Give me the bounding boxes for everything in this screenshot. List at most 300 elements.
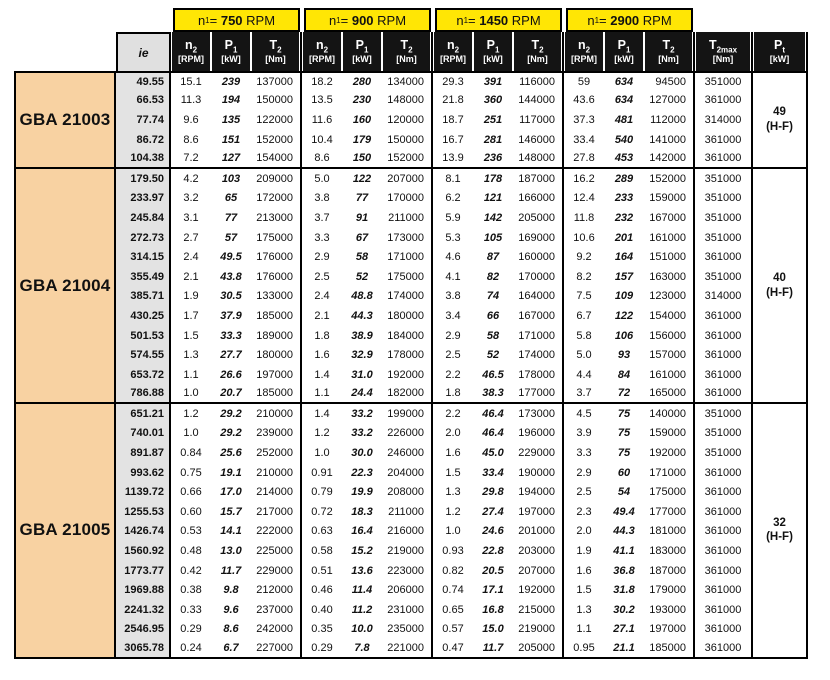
cell-n2: 33.4	[573, 133, 595, 146]
cell-p1: 91	[355, 211, 369, 224]
cell-p1: 109	[614, 290, 634, 303]
cell-n2: 1.0	[445, 525, 461, 538]
cell-t2: 120000	[382, 110, 433, 130]
cell-t2: 148000	[382, 91, 433, 111]
cell-p1: 157	[614, 270, 634, 283]
cell-n2: 8.1	[445, 172, 461, 185]
cell-t2: 214000	[251, 482, 302, 502]
cell-p1: 103	[221, 172, 241, 185]
cell-n2: 0.33	[180, 603, 202, 616]
cell-n2: 0.46	[311, 584, 333, 597]
cell-t2max: 351000	[695, 169, 753, 189]
cell-p1: 33.4	[482, 466, 504, 479]
cell-n2: 8.2	[576, 270, 592, 283]
cell-n2: 7.2	[171, 149, 211, 169]
cell-t2max: 361000	[695, 580, 753, 600]
cell-t2: 209000	[251, 169, 302, 189]
cell-t2max: 314000	[695, 287, 753, 307]
cell-p1: 45.0	[482, 447, 504, 460]
cell-n2: 5.3	[445, 231, 461, 244]
cell-n2: 2.7	[183, 231, 199, 244]
cell-n2: 5.0	[314, 172, 330, 185]
cell-p1: 16.4	[351, 525, 373, 538]
cell-t2: 146000	[513, 130, 564, 150]
cell-n2: 3.1	[183, 211, 199, 224]
cell-n2: 5.8	[576, 329, 592, 342]
cell-p1: 32.9	[351, 349, 373, 362]
column-header-t2-750: $T_2$ [Nm]	[251, 32, 302, 71]
cell-p1: 280	[342, 71, 382, 91]
cell-n2: 13.5	[311, 94, 333, 107]
cell-n2: 2.9	[576, 466, 592, 479]
cell-p1: 75	[617, 427, 631, 440]
pt-symbol: P	[773, 37, 783, 52]
cell-t2: 173000	[382, 228, 433, 248]
column-header-p1-2900: $P_1$ [kW]	[604, 32, 644, 71]
cell-p1: 13.0	[220, 545, 242, 558]
cell-t2: 206000	[382, 580, 433, 600]
cell-p1: 19.9	[351, 486, 373, 499]
ie-column-header: ie	[116, 32, 171, 71]
cell-n2: 15.1	[171, 71, 211, 91]
cell-n2: 0.58	[311, 545, 333, 558]
cell-t2: 170000	[513, 267, 564, 287]
cell-t2: 185000	[251, 306, 302, 326]
cell-n2: 0.51	[311, 564, 333, 577]
cell-p1: 27.4	[482, 505, 504, 518]
cell-t2: 226000	[382, 424, 433, 444]
column-header-n2-1450: $n_2$ [RPM]	[433, 32, 473, 71]
cell-t2: 176000	[251, 267, 302, 287]
cell-p1: 17.0	[220, 486, 242, 499]
cell-p1: 75	[617, 407, 631, 420]
cell-ie: 1426.74	[116, 522, 171, 542]
cell-n2: 0.75	[180, 466, 202, 479]
cell-p1: 194	[221, 94, 241, 107]
cell-n2: 2.4	[183, 251, 199, 264]
cell-t2max: 361000	[695, 561, 753, 581]
cell-n2: 9.2	[576, 251, 592, 264]
cell-n2: 1.3	[445, 486, 461, 499]
cell-p1: 239	[211, 71, 251, 91]
cell-n2: 10.4	[311, 133, 333, 146]
cell-t2max: 361000	[695, 463, 753, 483]
cell-t2max: 351000	[695, 208, 753, 228]
pt-rating-gba-21005: 32 (H-F)	[753, 404, 808, 659]
cell-t2: 166000	[513, 189, 564, 209]
cell-t2: 183000	[644, 541, 695, 561]
cell-ie: 104.38	[116, 149, 171, 169]
cell-t2: 160000	[513, 247, 564, 267]
cell-p1: 46.4	[482, 427, 504, 440]
pt-column-header: $P_t$ [kW]	[753, 32, 808, 71]
cell-t2max: 351000	[695, 404, 753, 424]
cell-n2: 59	[564, 71, 604, 91]
cell-n2: 7.5	[576, 290, 592, 303]
cell-t2max: 361000	[695, 91, 753, 111]
cell-p1: 8.6	[223, 623, 239, 636]
cell-n2: 1.4	[314, 407, 330, 420]
column-header-n2-750: $n_2$ [RPM]	[171, 32, 211, 71]
speed-header-1450: n 1 = 1450 RPM	[433, 8, 564, 32]
cell-ie: 314.15	[116, 247, 171, 267]
cell-t2max: 361000	[695, 247, 753, 267]
cell-t2: 144000	[513, 91, 564, 111]
speed-header-900: n 1 = 900 RPM	[302, 8, 433, 32]
cell-n2: 1.8	[314, 329, 330, 342]
cell-t2: 197000	[251, 365, 302, 385]
cell-p1: 121	[483, 192, 503, 205]
cell-t2: 231000	[382, 600, 433, 620]
cell-p1: 179	[352, 133, 372, 146]
speed-header-2900: n 1 = 2900 RPM	[564, 8, 695, 32]
cell-t2: 151000	[644, 247, 695, 267]
group-label-gba-21005: GBA 21005	[14, 404, 116, 659]
cell-t2: 172000	[251, 189, 302, 209]
cell-t2: 152000	[382, 149, 433, 169]
column-header-n2-900: $n_2$ [RPM]	[302, 32, 342, 71]
cell-t2max: 361000	[695, 541, 753, 561]
cell-p1: 46.5	[482, 368, 504, 381]
cell-n2: 0.24	[171, 639, 211, 659]
cell-n2: 0.66	[180, 486, 202, 499]
cell-n2: 1.6	[445, 447, 461, 460]
cell-t2: 223000	[382, 561, 433, 581]
cell-p1: 33.2	[351, 407, 373, 420]
cell-p1: 20.5	[482, 564, 504, 577]
cell-ie: 77.74	[116, 110, 171, 130]
cell-p1: 142	[483, 211, 503, 224]
cell-ie: 651.21	[116, 404, 171, 424]
cell-p1: 27.1	[613, 623, 635, 636]
cell-n2: 0.48	[180, 545, 202, 558]
cell-p1: 41.1	[613, 545, 635, 558]
cell-p1: 24.4	[342, 385, 382, 405]
cell-p1: 38.3	[473, 385, 513, 405]
group-label-gba-21004: GBA 21004	[14, 169, 116, 404]
cell-p1: 30.0	[351, 447, 373, 460]
cell-t2max: 351000	[695, 267, 753, 287]
cell-t2: 184000	[382, 326, 433, 346]
cell-ie: 1773.77	[116, 561, 171, 581]
cell-t2: 210000	[251, 404, 302, 424]
cell-p1: 74	[486, 290, 500, 303]
pt-rating-gba-21003: 49 (H-F)	[753, 71, 808, 169]
cell-p1: 11.4	[351, 584, 373, 597]
cell-p1: 15.0	[482, 623, 504, 636]
cell-p1: 31.0	[351, 368, 373, 381]
cell-p1: 24.6	[482, 525, 504, 538]
t2max-unit: [Nm]	[712, 54, 734, 65]
cell-p1: 20.7	[211, 385, 251, 405]
cell-t2: 192000	[382, 365, 433, 385]
cell-p1: 67	[355, 231, 369, 244]
cell-p1: 289	[614, 172, 634, 185]
cell-n2: 10.6	[573, 231, 595, 244]
cell-t2: 148000	[513, 149, 564, 169]
cell-t2: 179000	[644, 580, 695, 600]
cell-ie: 430.25	[116, 306, 171, 326]
cell-n2: 4.1	[445, 270, 461, 283]
cell-t2: 161000	[644, 228, 695, 248]
cell-t2: 197000	[513, 502, 564, 522]
cell-p1: 230	[352, 94, 372, 107]
cell-t2max: 361000	[695, 522, 753, 542]
cell-t2: 185000	[251, 385, 302, 405]
cell-p1: 33.2	[351, 427, 373, 440]
cell-p1: 164	[614, 251, 634, 264]
cell-t2: 150000	[382, 130, 433, 150]
cell-t2max: 351000	[695, 228, 753, 248]
cell-n2: 0.47	[433, 639, 473, 659]
cell-t2: 161000	[644, 365, 695, 385]
cell-n2: 37.3	[573, 113, 595, 126]
cell-n2: 3.2	[183, 192, 199, 205]
cell-n2: 0.91	[311, 466, 333, 479]
cell-t2: 152000	[644, 169, 695, 189]
cell-t2: 180000	[382, 306, 433, 326]
cell-t2: 219000	[513, 620, 564, 640]
cell-n2: 16.7	[442, 133, 464, 146]
cell-p1: 122	[352, 172, 372, 185]
cell-n2: 3.4	[445, 309, 461, 322]
cell-n2: 29.3	[433, 71, 473, 91]
cell-n2: 1.6	[576, 564, 592, 577]
cell-t2: 134000	[382, 71, 433, 91]
cell-n2: 0.65	[442, 603, 464, 616]
cell-t2max: 361000	[695, 326, 753, 346]
t2max-symbol: T	[708, 37, 717, 52]
cell-t2: 225000	[251, 541, 302, 561]
cell-p1: 25.6	[220, 447, 242, 460]
cell-n2: 2.5	[314, 270, 330, 283]
cell-t2: 192000	[644, 443, 695, 463]
cell-p1: 77	[224, 211, 238, 224]
cell-p1: 84	[617, 368, 631, 381]
cell-t2: 204000	[382, 463, 433, 483]
cell-ie: 2241.32	[116, 600, 171, 620]
cell-t2: 173000	[513, 404, 564, 424]
cell-n2: 0.57	[442, 623, 464, 636]
column-header-n2-2900: $n_2$ [RPM]	[564, 32, 604, 71]
cell-n2: 0.60	[180, 505, 202, 518]
cell-n2: 2.9	[314, 251, 330, 264]
cell-n2: 1.5	[445, 466, 461, 479]
cell-p1: 135	[221, 113, 241, 126]
cell-n2: 11.8	[573, 211, 595, 224]
cell-p1: 453	[604, 149, 644, 169]
cell-p1: 19.1	[220, 466, 242, 479]
cell-p1: 9.8	[223, 584, 239, 597]
cell-p1: 360	[483, 94, 503, 107]
cell-t2max: 361000	[695, 600, 753, 620]
cell-p1: 233	[614, 192, 634, 205]
cell-t2: 210000	[251, 463, 302, 483]
cell-p1: 58	[355, 251, 369, 264]
cell-p1: 251	[483, 113, 503, 126]
cell-t2: 201000	[513, 522, 564, 542]
cell-t2: 207000	[382, 169, 433, 189]
cell-n2: 3.7	[564, 385, 604, 405]
column-header-t2-1450: $T_2$ [Nm]	[513, 32, 564, 71]
cell-p1: 49.4	[613, 505, 635, 518]
cell-t2: 123000	[644, 287, 695, 307]
cell-n2: 0.93	[442, 545, 464, 558]
cell-p1: 72	[604, 385, 644, 405]
cell-p1: 87	[486, 251, 500, 264]
cell-t2: 208000	[382, 482, 433, 502]
cell-ie: 245.84	[116, 208, 171, 228]
cell-p1: 481	[614, 113, 634, 126]
cell-n2: 0.82	[442, 564, 464, 577]
cell-n2: 1.1	[183, 368, 199, 381]
cell-ie: 66.53	[116, 91, 171, 111]
cell-n2: 1.1	[302, 385, 342, 405]
cell-t2: 211000	[382, 208, 433, 228]
cell-p1: 37.9	[220, 309, 242, 322]
cell-n2: 1.8	[433, 385, 473, 405]
cell-p1: 57	[224, 231, 238, 244]
cell-n2: 5.9	[445, 211, 461, 224]
cell-ie: 1139.72	[116, 482, 171, 502]
cell-t2: 177000	[644, 502, 695, 522]
cell-n2: 18.2	[302, 71, 342, 91]
cell-n2: 1.0	[171, 385, 211, 405]
cell-t2max: 351000	[695, 443, 753, 463]
cell-n2: 0.38	[180, 584, 202, 597]
cell-p1: 48.8	[351, 290, 373, 303]
cell-t2: 174000	[513, 345, 564, 365]
cell-n2: 16.2	[573, 172, 595, 185]
cell-t2: 213000	[251, 208, 302, 228]
cell-n2: 0.35	[311, 623, 333, 636]
cell-t2: 207000	[513, 561, 564, 581]
group-label-gba-21003: GBA 21003	[14, 71, 116, 169]
cell-t2max: 361000	[695, 365, 753, 385]
cell-t2: 239000	[251, 424, 302, 444]
cell-ie: 3065.78	[116, 639, 171, 659]
cell-p1: 17.1	[482, 584, 504, 597]
cell-n2: 11.3	[180, 94, 202, 107]
cell-t2: 127000	[644, 91, 695, 111]
pt-unit: [kW]	[769, 54, 790, 65]
cell-n2: 0.84	[180, 447, 202, 460]
cell-p1: 236	[473, 149, 513, 169]
cell-t2: 117000	[513, 110, 564, 130]
cell-p1: 77	[355, 192, 369, 205]
cell-p1: 201	[614, 231, 634, 244]
cell-ie: 786.88	[116, 385, 171, 405]
cell-p1: 18.3	[351, 505, 373, 518]
cell-p1: 178	[483, 172, 503, 185]
cell-ie: 1560.92	[116, 541, 171, 561]
cell-t2: 221000	[382, 639, 433, 659]
cell-p1: 52	[355, 270, 369, 283]
cell-n2: 2.1	[183, 270, 199, 283]
cell-n2: 1.9	[576, 545, 592, 558]
pt-rating-gba-21004: 40 (H-F)	[753, 169, 808, 404]
cell-ie: 740.01	[116, 424, 171, 444]
column-header-p1-900: $P_1$ [kW]	[342, 32, 382, 71]
cell-n2: 13.9	[433, 149, 473, 169]
cell-t2: 112000	[644, 110, 695, 130]
cell-t2: 150000	[251, 91, 302, 111]
cell-t2: 159000	[644, 189, 695, 209]
cell-n2: 8.6	[183, 133, 199, 146]
cell-t2: 154000	[251, 149, 302, 169]
cell-t2: 142000	[644, 149, 695, 169]
cell-t2: 175000	[382, 267, 433, 287]
cell-t2: 122000	[251, 110, 302, 130]
cell-p1: 33.3	[220, 329, 242, 342]
cell-ie: 49.55	[116, 71, 171, 91]
cell-t2: 235000	[382, 620, 433, 640]
cell-t2: 159000	[644, 424, 695, 444]
cell-n2: 2.2	[445, 368, 461, 381]
cell-n2: 1.3	[576, 603, 592, 616]
cell-ie: 574.55	[116, 345, 171, 365]
cell-t2: 246000	[382, 443, 433, 463]
cell-t2: 205000	[513, 639, 564, 659]
cell-n2: 43.6	[573, 94, 595, 107]
cell-t2: 165000	[644, 385, 695, 405]
cell-n2: 1.5	[183, 329, 199, 342]
cell-t2: 217000	[251, 502, 302, 522]
cell-n2: 4.6	[445, 251, 461, 264]
cell-p1: 31.8	[613, 584, 635, 597]
cell-n2: 3.3	[576, 447, 592, 460]
cell-n2: 8.6	[302, 149, 342, 169]
cell-p1: 11.2	[351, 603, 373, 616]
cell-t2max: 351000	[695, 424, 753, 444]
cell-p1: 43.8	[220, 270, 242, 283]
cell-n2: 27.8	[564, 149, 604, 169]
cell-t2: 216000	[382, 522, 433, 542]
cell-n2: 2.2	[445, 407, 461, 420]
cell-t2: 192000	[513, 580, 564, 600]
cell-p1: 36.8	[613, 564, 635, 577]
cell-p1: 22.8	[482, 545, 504, 558]
cell-n2: 3.9	[576, 427, 592, 440]
cell-p1: 10.0	[351, 623, 373, 636]
cell-n2: 2.4	[314, 290, 330, 303]
cell-p1: 14.1	[220, 525, 242, 538]
cell-t2: 180000	[251, 345, 302, 365]
cell-t2max: 361000	[695, 482, 753, 502]
cell-t2: 174000	[382, 287, 433, 307]
cell-p1: 30.2	[613, 603, 635, 616]
cell-p1: 151	[221, 133, 241, 146]
cell-t2: 94500	[644, 71, 695, 91]
cell-n2: 0.29	[180, 623, 202, 636]
cell-p1: 58	[486, 329, 500, 342]
cell-t2: 187000	[513, 169, 564, 189]
cell-p1: 82	[486, 270, 500, 283]
cell-n2: 6.2	[445, 192, 461, 205]
cell-n2: 4.4	[576, 368, 592, 381]
cell-p1: 49.5	[220, 251, 242, 264]
cell-t2: 171000	[644, 463, 695, 483]
cell-n2: 1.4	[314, 368, 330, 381]
cell-n2: 9.6	[183, 113, 199, 126]
cell-p1: 66	[486, 309, 500, 322]
cell-p1: 29.2	[220, 407, 242, 420]
speed-header-750: n 1 = 750 RPM	[171, 8, 302, 32]
cell-t2: 193000	[644, 600, 695, 620]
cell-n2: 1.2	[314, 427, 330, 440]
cell-p1: 13.6	[351, 564, 373, 577]
cell-t2: 164000	[513, 287, 564, 307]
